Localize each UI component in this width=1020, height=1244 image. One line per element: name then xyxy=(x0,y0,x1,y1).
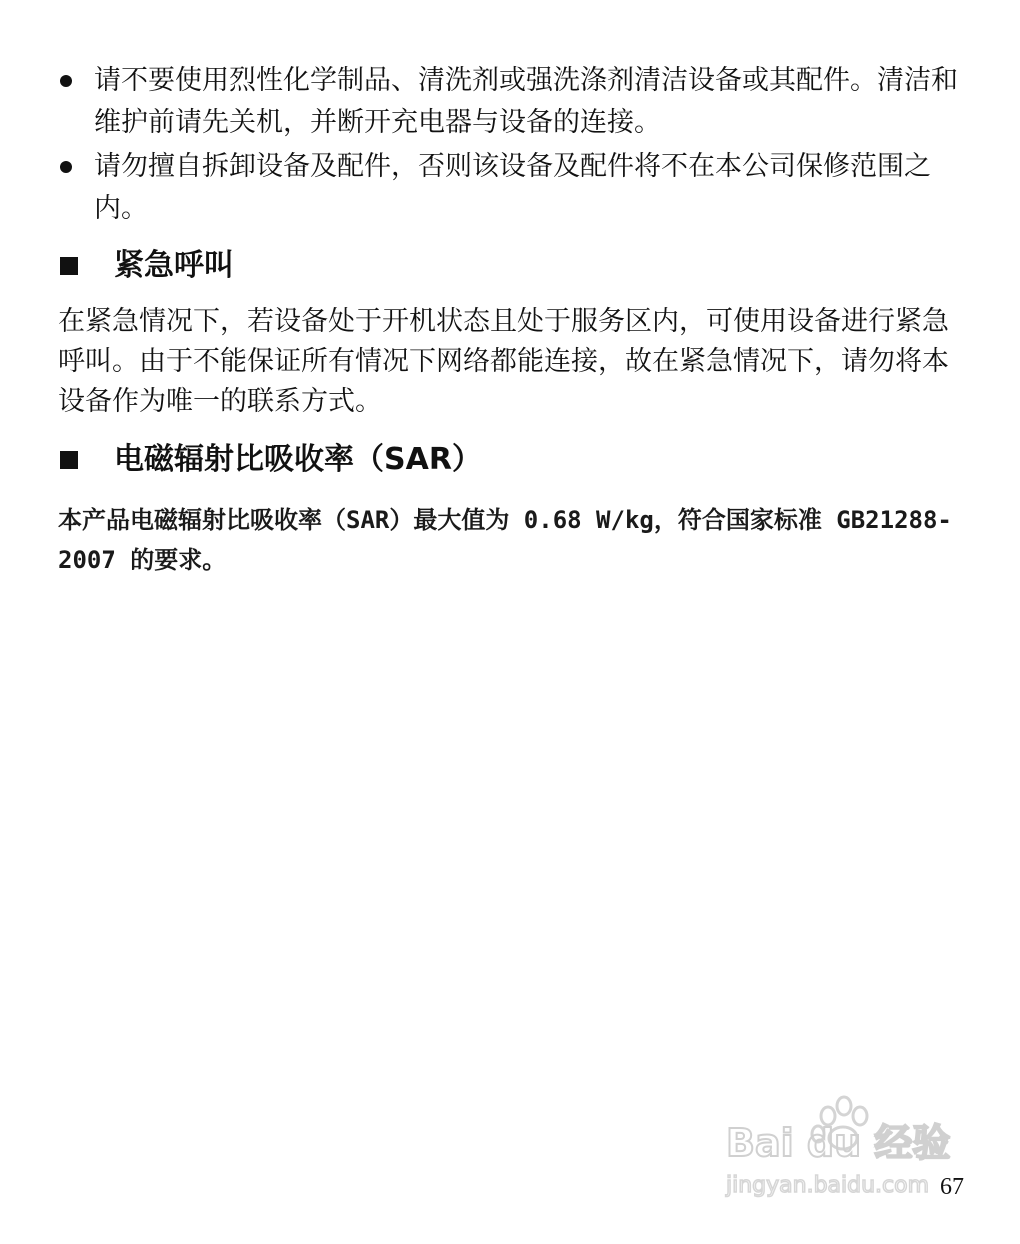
page-number: 67 xyxy=(940,1174,964,1200)
emergency-heading-text: 紧急呼叫 xyxy=(114,248,234,283)
sar-heading-text: 电磁辐射比吸收率（SAR） xyxy=(114,442,482,477)
square-bullet-icon xyxy=(60,451,78,469)
bullet-icon xyxy=(60,161,72,173)
sar-heading xyxy=(58,440,968,480)
list-item xyxy=(58,60,968,144)
baidu-watermark xyxy=(722,1092,962,1202)
emergency-paragraph: 在紧急情况下，若设备处于开机状态且处于服务区内，可使用设备进行紧急呼叫。由于不能保证所有情况下网络都能连接，故在紧急情况下，请勿将本设备作为唯一的联系方式。 xyxy=(58,306,949,417)
care-bullet-list xyxy=(58,60,968,232)
watermark-brand: Bai du 经验 xyxy=(726,1121,951,1165)
bullet-text: 请不要使用烈性化学制品、清洗剂或强洗涤剂清洁设备或其配件。清洁和维护前请先关机，并断开充电器与设备的连接。 xyxy=(94,65,958,138)
square-bullet-icon xyxy=(60,257,78,275)
emergency-heading xyxy=(58,246,968,286)
sar-paragraph: 本产品电磁辐射比吸收率（SAR）最大值为 0.68 W/kg，符合国家标准 GB21288-2007 的要求。 xyxy=(58,506,952,574)
bullet-text: 请勿擅自拆卸设备及配件，否则该设备及配件将不在本公司保修范围之内。 xyxy=(94,151,931,224)
watermark-url: jingyan.baidu.com xyxy=(726,1173,930,1198)
bullet-icon xyxy=(60,75,72,87)
list-item xyxy=(58,146,968,230)
